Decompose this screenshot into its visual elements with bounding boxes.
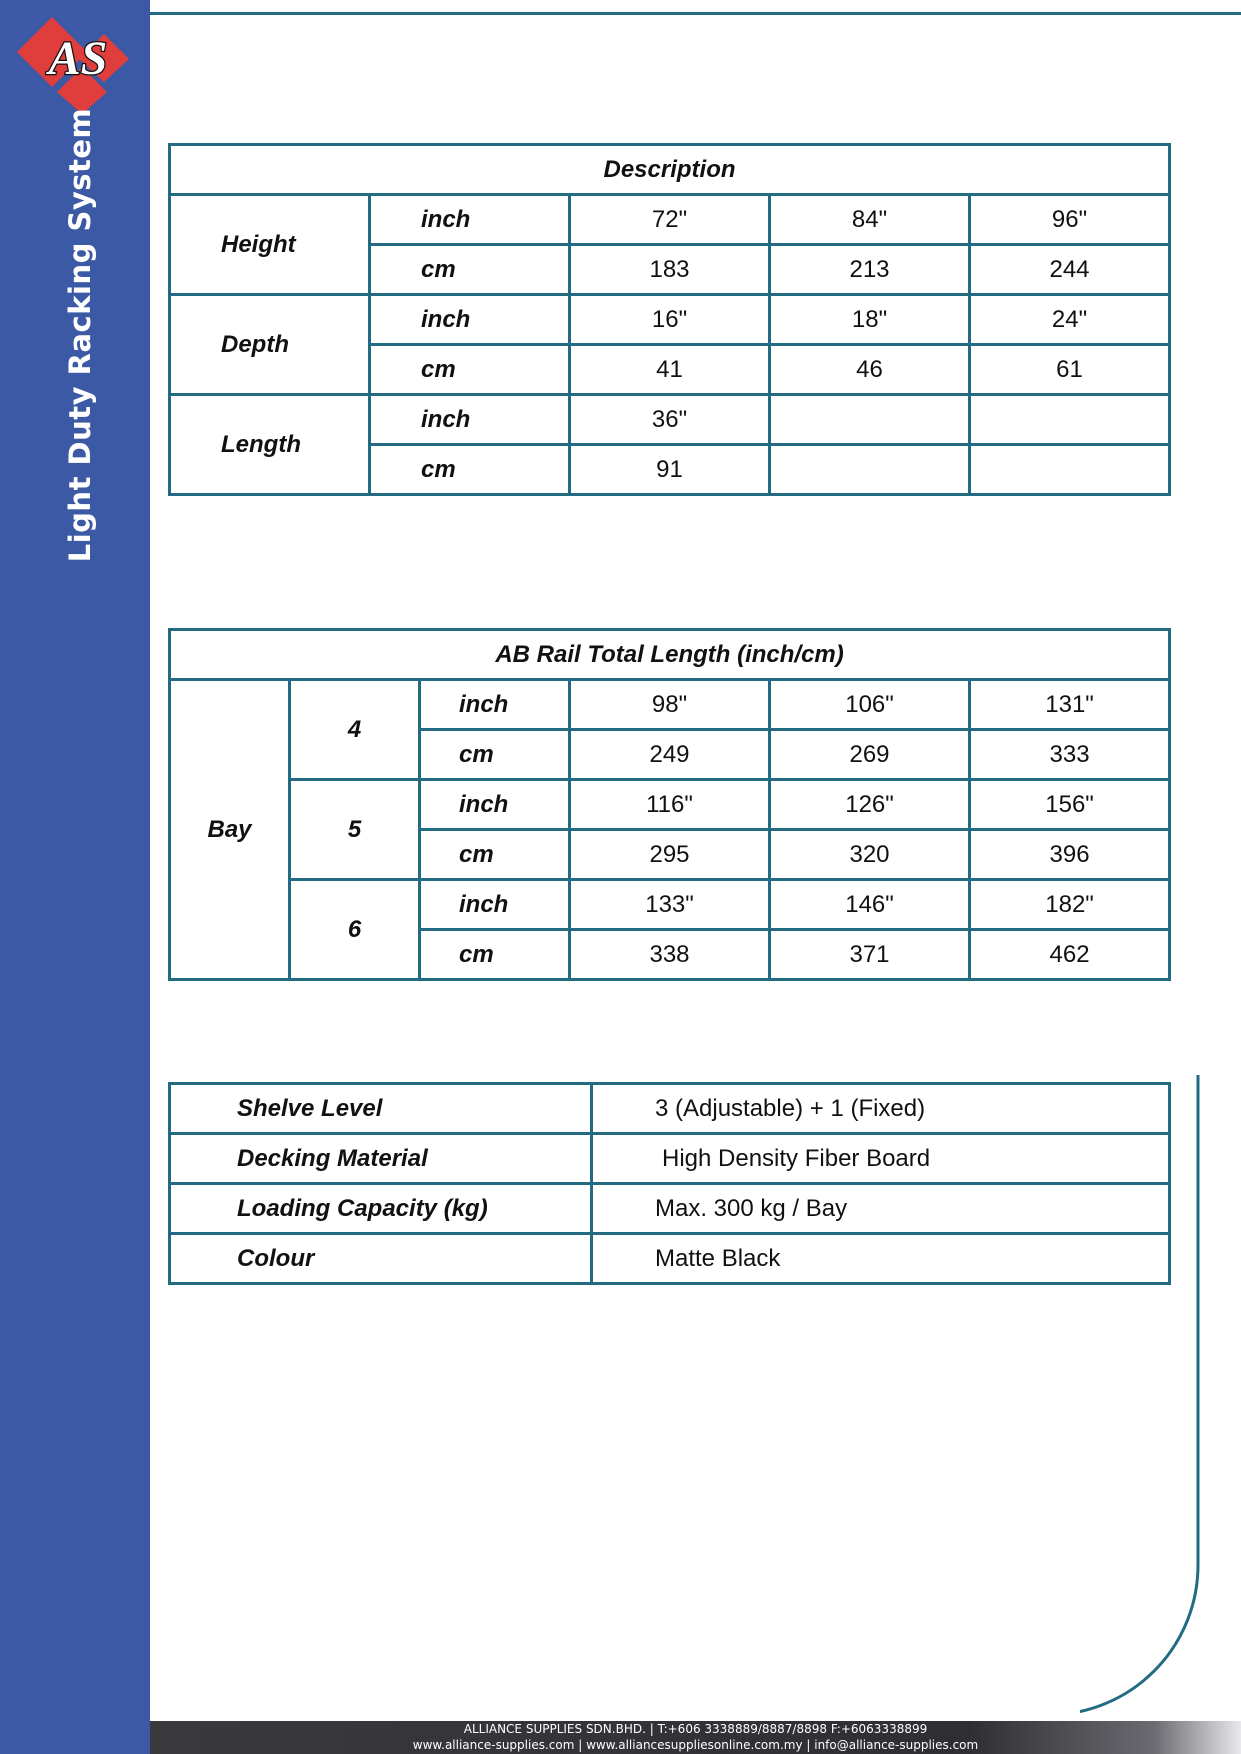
- table-cell: 396: [970, 830, 1170, 880]
- spec-label: Shelve Level: [170, 1084, 592, 1134]
- table-row: [170, 1234, 1170, 1284]
- group-label: Depth: [170, 295, 370, 395]
- spec-label: Colour: [170, 1234, 592, 1284]
- table-cell: 106": [770, 680, 970, 730]
- table-cell: 333: [970, 730, 1170, 780]
- table-row: [170, 780, 1170, 830]
- table-cell: 156": [970, 780, 1170, 830]
- unit-label: inch: [420, 680, 570, 730]
- unit-label: cm: [420, 930, 570, 980]
- table-cell: 213: [770, 245, 970, 295]
- table-row: [170, 195, 1170, 245]
- dimensions-header: Description: [170, 145, 1170, 195]
- bay-number: 4: [290, 680, 420, 780]
- table-cell: 295: [570, 830, 770, 880]
- table-row: [170, 1084, 1170, 1134]
- table-cell: [770, 445, 970, 495]
- table-row: [170, 1184, 1170, 1234]
- table-cell: 133": [570, 880, 770, 930]
- table-cell: 320: [770, 830, 970, 880]
- unit-label: inch: [420, 780, 570, 830]
- group-label: Length: [170, 395, 370, 495]
- table-cell: 183: [570, 245, 770, 295]
- spec-label: Loading Capacity (kg): [170, 1184, 592, 1234]
- table-cell: 182": [970, 880, 1170, 930]
- dimensions-table: [168, 143, 1171, 496]
- unit-label: inch: [370, 195, 570, 245]
- table-cell: 126": [770, 780, 970, 830]
- group-label: Height: [170, 195, 370, 295]
- table-cell: 131": [970, 680, 1170, 730]
- spec-value: Matte Black: [592, 1234, 1170, 1284]
- spec-value: 3 (Adjustable) + 1 (Fixed): [592, 1084, 1170, 1134]
- table-row: [170, 395, 1170, 445]
- table-cell: 98": [570, 680, 770, 730]
- rail-header: AB Rail Total Length (inch/cm): [170, 630, 1170, 680]
- table-cell: 116": [570, 780, 770, 830]
- table-cell: 338: [570, 930, 770, 980]
- specs-table: [168, 1082, 1171, 1285]
- sidebar: [0, 0, 150, 1754]
- table-cell: [770, 395, 970, 445]
- table-row: [170, 880, 1170, 930]
- vertical-title: Light Duty Racking System: [63, 107, 97, 563]
- unit-label: inch: [370, 295, 570, 345]
- table-row: [170, 295, 1170, 345]
- rail-length-table: [168, 628, 1171, 981]
- footer-contact-line: ALLIANCE SUPPLIES SDN.BHD. | T:+606 3338889/8887/8898 F:+6063338899: [463, 1722, 928, 1736]
- company-logo: [12, 12, 142, 117]
- top-rule: [150, 12, 1241, 15]
- table-cell: 46: [770, 345, 970, 395]
- unit-label: cm: [370, 245, 570, 295]
- footer-web-line: www.alliance-supplies.com | www.alliancesuppliesonline.com.my | info@alliance-supplies.com: [412, 1738, 979, 1752]
- unit-label: cm: [420, 830, 570, 880]
- table-row: [170, 1134, 1170, 1184]
- unit-label: inch: [370, 395, 570, 445]
- table-cell: 91: [570, 445, 770, 495]
- table-cell: 72": [570, 195, 770, 245]
- bay-number: 5: [290, 780, 420, 880]
- table-cell: [970, 395, 1170, 445]
- bay-label: Bay: [170, 680, 290, 980]
- table-cell: 16": [570, 295, 770, 345]
- table-row: [170, 680, 1170, 730]
- bay-number: 6: [290, 880, 420, 980]
- table-cell: 36": [570, 395, 770, 445]
- table-cell: 18": [770, 295, 970, 345]
- unit-label: cm: [370, 445, 570, 495]
- table-cell: 249: [570, 730, 770, 780]
- table-cell: 244: [970, 245, 1170, 295]
- footer: [150, 1721, 1241, 1754]
- spec-value: High Density Fiber Board: [592, 1134, 1170, 1184]
- table-cell: [970, 445, 1170, 495]
- table-cell: 371: [770, 930, 970, 980]
- table-cell: 462: [970, 930, 1170, 980]
- unit-label: inch: [420, 880, 570, 930]
- svg-text:AS: AS: [48, 32, 108, 85]
- table-cell: 84": [770, 195, 970, 245]
- table-cell: 269: [770, 730, 970, 780]
- spec-value: Max. 300 kg / Bay: [592, 1184, 1170, 1234]
- table-cell: 24": [970, 295, 1170, 345]
- table-cell: 61: [970, 345, 1170, 395]
- unit-label: cm: [370, 345, 570, 395]
- spec-label: Decking Material: [170, 1134, 592, 1184]
- table-cell: 96": [970, 195, 1170, 245]
- table-cell: 41: [570, 345, 770, 395]
- unit-label: cm: [420, 730, 570, 780]
- table-cell: 146": [770, 880, 970, 930]
